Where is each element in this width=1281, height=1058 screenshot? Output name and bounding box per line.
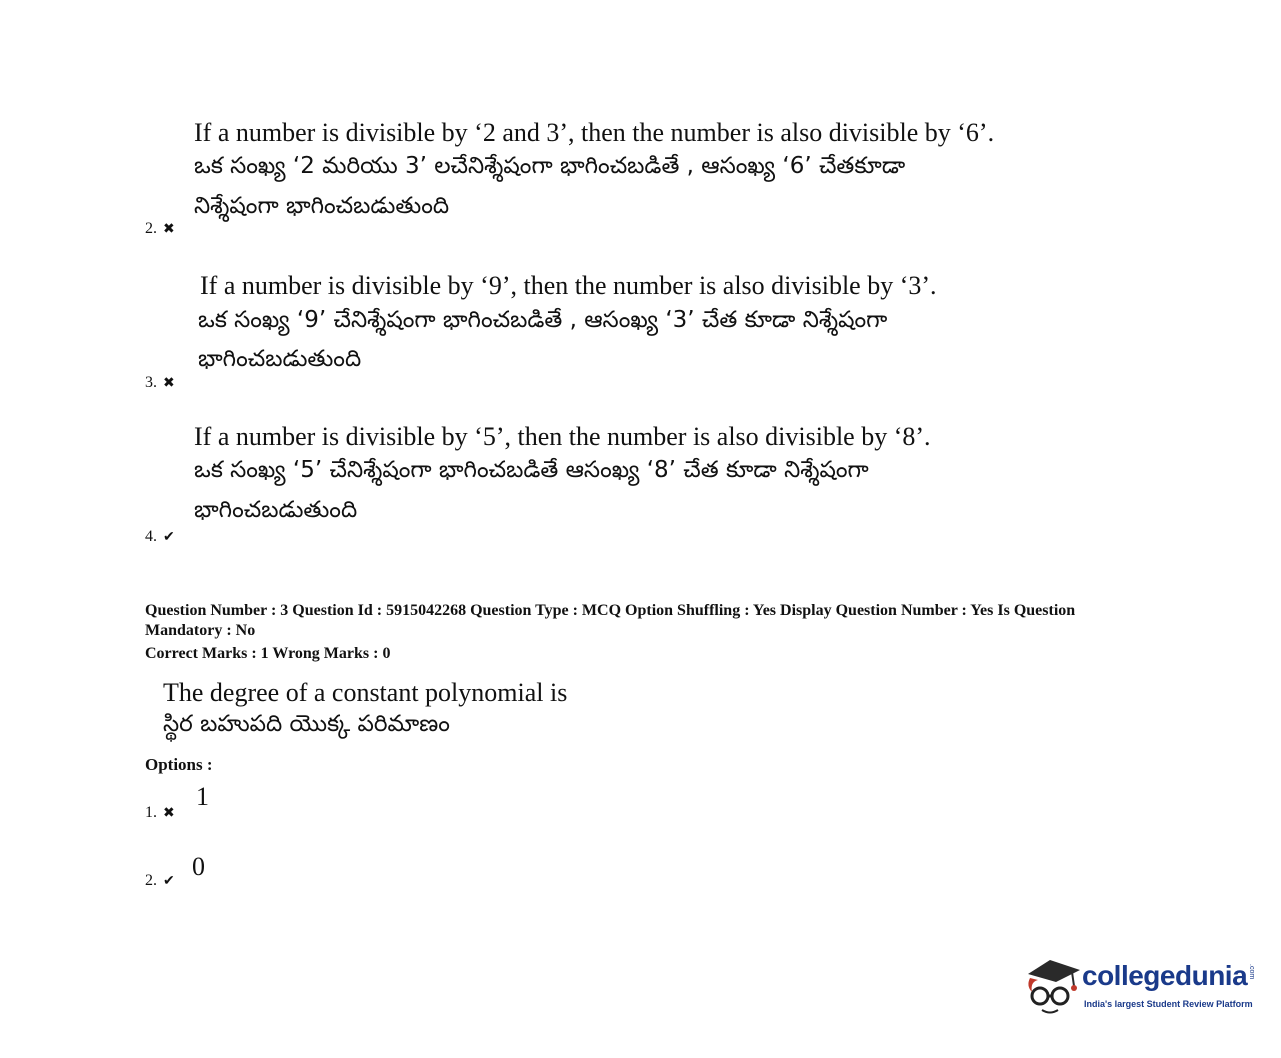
cross-icon: ✖ — [163, 222, 175, 237]
student-mascot-icon — [1020, 952, 1084, 1018]
logo-suffix: .com — [1248, 964, 1255, 980]
option-number-label — [145, 374, 175, 393]
option-number: 2. — [145, 220, 157, 237]
option-english-text: If a number is divisible by ‘2 and 3’, then the number is also divisible by ‘6’. — [194, 118, 995, 147]
option-telugu-line2: భాగించబడుతుంది — [198, 346, 362, 372]
option-telugu-line2: నిశ్శేషంగా భాగించబడుతుంది — [194, 193, 450, 219]
logo-tagline: India's largest Student Review Platform — [1084, 999, 1253, 1009]
option-number-label — [145, 804, 175, 823]
option-number: 2. — [145, 872, 157, 889]
option-telugu-line1: ఒక సంఖ్య ‘9’ చేనిశ్శేషంగా భాగించబడితే , ఆసంఖ్య ‘3’ చేత కూడా నిశ్శేషంగా — [198, 307, 888, 333]
cross-icon: ✖ — [163, 376, 175, 391]
question-meta-line2: Mandatory : No — [145, 622, 256, 639]
cross-icon: ✖ — [163, 806, 175, 821]
logo-brand: collegedunia — [1082, 960, 1248, 991]
option-number: 3. — [145, 374, 157, 391]
question-stem-english: The degree of a constant polynomial is — [163, 678, 568, 707]
option-english-text: If a number is divisible by ‘9’, then the number is also divisible by ‘3’. — [200, 271, 937, 300]
option-number: 1. — [145, 804, 157, 821]
option-number-label — [145, 528, 175, 547]
options-label: Options : — [145, 755, 213, 774]
check-icon: ✔ — [163, 530, 175, 545]
option-number-label — [145, 220, 175, 239]
option-telugu-line1: ఒక సంఖ్య ‘2 మరియు 3’ లచేనిశ్శేషంగా భాగించబడితే , ఆసంఖ్య ‘6’ చేతకూడా — [194, 153, 906, 179]
option-value: 0 — [192, 852, 205, 881]
check-icon: ✔ — [163, 874, 175, 889]
option-number: 4. — [145, 528, 157, 545]
option-number-label — [145, 872, 175, 891]
question-stem-telugu: స్థిర బహుపది యొక్క పరిమాణం — [163, 711, 450, 737]
option-telugu-line1: ఒక సంఖ్య ‘5’ చేనిశ్శేషంగా భాగించబడితే ఆసంఖ్య ‘8’ చేత కూడా నిశ్శేషంగా — [194, 457, 869, 483]
option-telugu-line2: భాగించబడుతుంది — [194, 497, 358, 523]
option-english-text: If a number is divisible by ‘5’, then the number is also divisible by ‘8’. — [194, 422, 931, 451]
collegedunia-logo — [1020, 950, 1260, 1020]
option-value: 1 — [196, 782, 209, 811]
question-marks: Correct Marks : 1 Wrong Marks : 0 — [145, 645, 391, 662]
question-meta-line1: Question Number : 3 Question Id : 5915042268 Question Type : MCQ Option Shuffling : Yes Display Question Number : Yes Is Question — [145, 602, 1076, 619]
